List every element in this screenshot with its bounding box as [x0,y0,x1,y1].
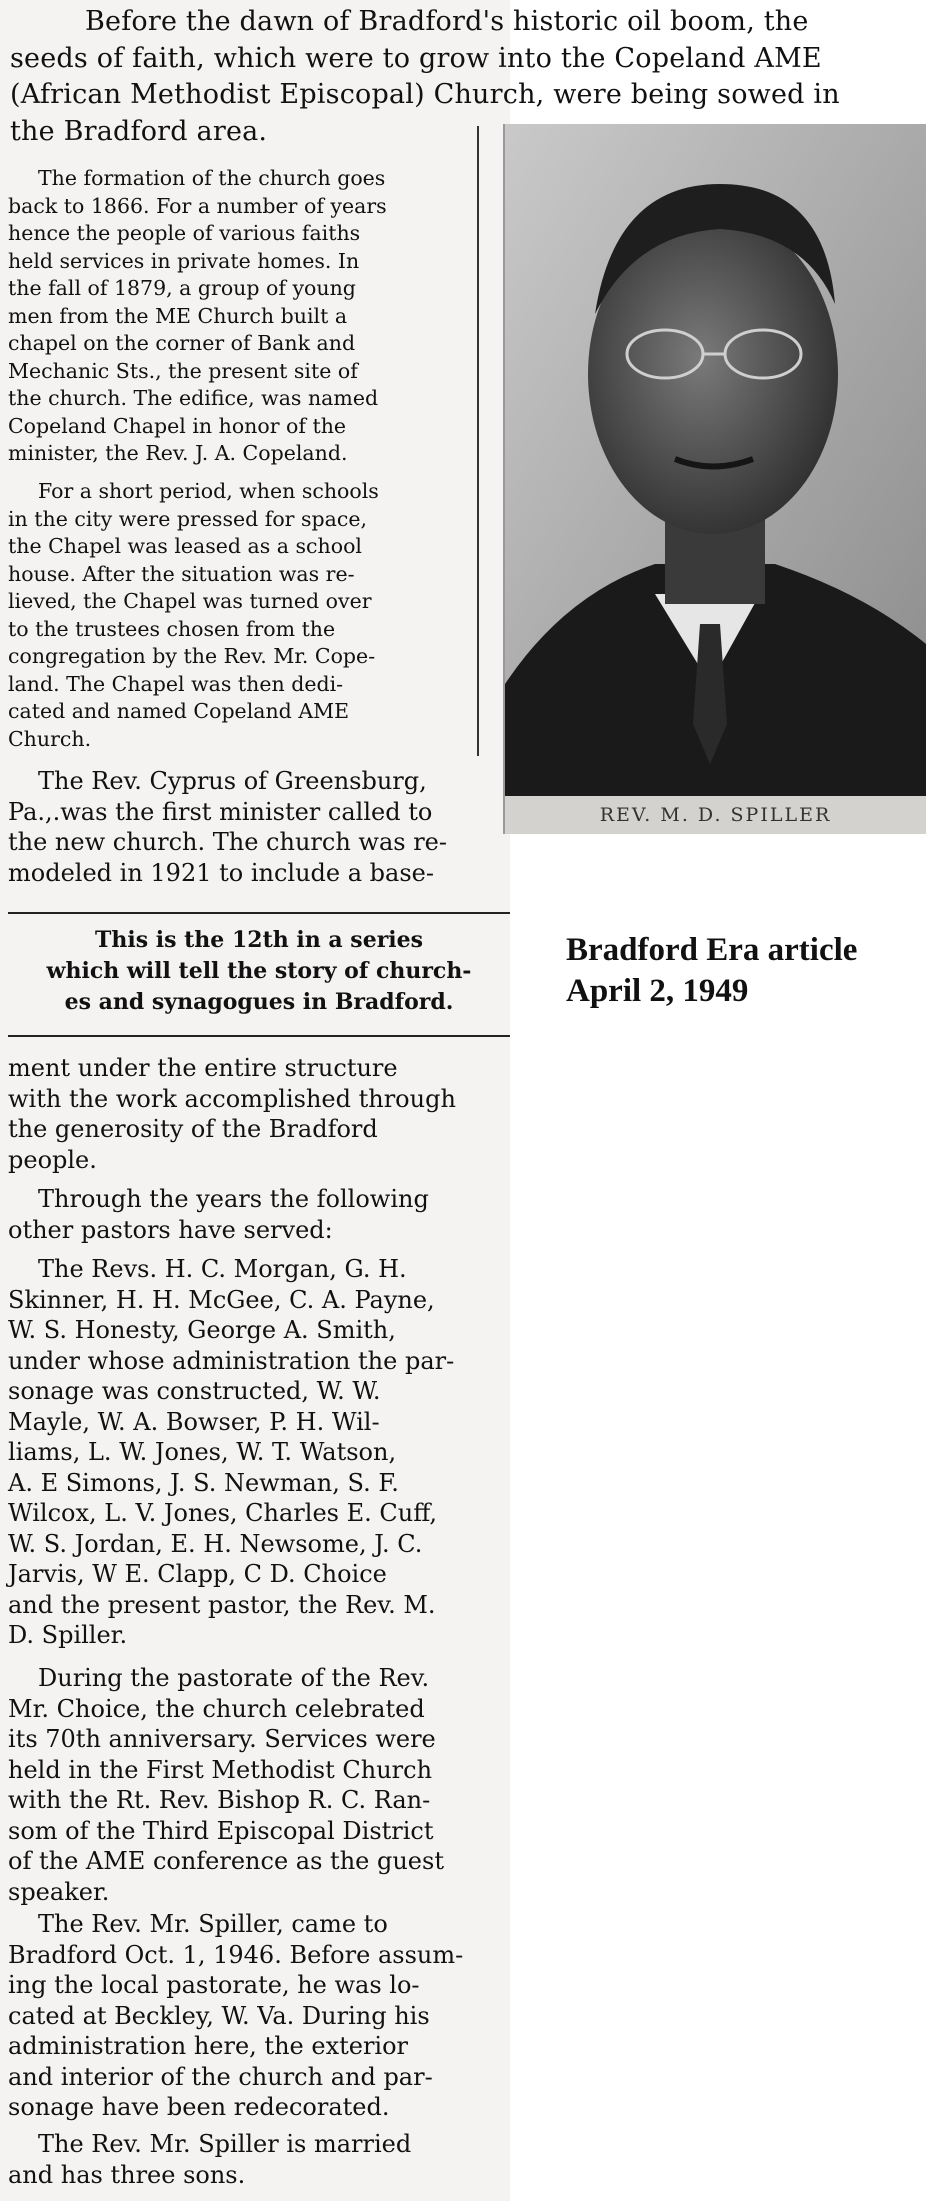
text-line: under whose administration the par- [8,1346,455,1375]
source-line: April 2, 1949 [566,973,749,1009]
text-line: ing the local pastorate, he was lo- [8,1971,420,1999]
text-line: liams, L. W. Jones, W. T. Watson, [8,1438,397,1466]
paragraph-anniversary [8,1663,510,1907]
text-line: Jarvis, W E. Clapp, C D. Choice [8,1560,387,1588]
portrait-illustration [505,124,926,796]
source-note [566,930,926,1012]
text-line: house. After the situation was re- [8,561,355,586]
text-line: back to 1866. For a number of years [8,193,387,218]
text-line: D. Spiller. [8,1621,128,1649]
text-line: Skinner, H. H. McGee, C. A. Payne, [8,1285,435,1314]
text-line: the fall of 1879, a group of young [8,276,356,300]
photo-caption: REV. M. D. SPILLER [505,796,926,834]
series-note [8,925,510,1018]
text-line: lieved, the Chapel was turned over [8,589,372,613]
paragraph-formation [8,165,510,468]
text-line: its 70th anniversary. Services were [8,1725,436,1753]
text-line: other pastors have served: [8,1215,333,1244]
text-line: ment under the entire structure [8,1054,398,1082]
text-line: of the AME conference as the guest [8,1847,444,1875]
text-line: the new church. The church was re- [8,828,447,856]
text-line: The Rev. Cyprus of Greensburg, [38,767,427,795]
text-line: som of the Third Episcopal District [8,1816,434,1845]
paragraph-family [8,2129,510,2190]
text-line: in the city were pressed for space, [8,506,367,531]
lead-line: seeds of faith, which were to grow into the Copeland AME [10,42,822,74]
text-line: and interior of the church and par- [8,2062,433,2091]
text-line: Pa.,.was the first minister called to [8,797,433,826]
text-line: land. The Chapel was then dedi- [8,671,344,696]
text-line: to the trustees chosen from the [8,616,336,641]
portrait-photo [503,124,926,834]
text-line: W. S. Honesty, George A. Smith, [8,1316,396,1344]
text-line: administration here, the exterior [8,2032,409,2060]
text-line: held in the First Methodist Church [8,1755,433,1784]
text-line: Mayle, W. A. Bowser, P. H. Wil- [8,1407,380,1436]
text-line: W. S. Jordan, E. H. Newsome, J. C. [8,1529,423,1558]
text-line: minister, the Rev. J. A. Copeland. [8,441,348,465]
rule-top [8,912,510,914]
text-line: cated and named Copeland AME [8,699,350,723]
text-line: cated at Beckley, W. Va. During his [8,2001,430,2030]
text-line: modeled in 1921 to include a base- [8,858,434,887]
text-line: During the pastorate of the Rev. [38,1664,430,1692]
text-line: A. E Simons, J. S. Newman, S. F. [8,1468,399,1497]
text-line: men from the ME Church built a [8,303,348,328]
text-line: people. [8,1145,97,1174]
text-line: Wilcox, L. V. Jones, Charles E. Cuff, [8,1499,438,1527]
text-line: The Revs. H. C. Morgan, G. H. [38,1255,407,1283]
paragraph-chapel [8,478,510,753]
text-line: the Chapel was leased as a school [8,534,362,558]
text-line: Church. [8,726,92,751]
text-line: the church. The edifice, was named [8,386,379,410]
text-line: The Rev. Mr. Spiller, came to [38,1910,388,1938]
note-line: This is the 12th in a series [94,927,424,953]
text-line: Copeland Chapel in honor of the [8,413,347,438]
text-line: Mechanic Sts., the present site of [8,358,358,383]
note-line: which will tell the story of church- [46,958,472,984]
text-line: with the Rt. Rev. Bishop R. C. Ran- [8,1786,431,1814]
text-line: The formation of the church goes [38,166,386,190]
text-line: held services in private homes. In [8,248,360,273]
paragraph-basement [8,1053,510,1175]
lead-line: (African Methodist Episcopal) Church, were being sowed in [10,79,840,110]
text-line: with the work accomplished through [8,1084,456,1113]
paragraph-pastors-list [8,1254,510,1651]
note-line: es and synagogues in Bradford. [64,989,454,1015]
text-line: the generosity of the Bradford [8,1115,378,1143]
text-line: Bradford Oct. 1, 1946. Before assum- [8,1940,464,1969]
text-line: speaker. [8,1877,110,1906]
lead-line: Before the dawn of Bradford's historic oil boom, the [85,6,809,37]
text-line: sonage was constructed, W. W. [8,1377,381,1405]
text-line: and the present pastor, the Rev. M. [8,1590,436,1619]
rule-bottom [8,1035,510,1037]
source-line: Bradford Era article [566,932,858,968]
text-line: hence the people of various faiths [8,221,361,245]
paragraph-pastors-intro [8,1184,510,1245]
text-line: sonage have been redecorated. [8,2093,390,2121]
text-line: congregation by the Rev. Mr. Cope- [8,644,376,668]
text-line: Through the years the following [38,1185,429,1213]
lead-line: the Bradford area. [10,115,268,147]
text-line: For a short period, when schools [38,479,379,503]
text-line: The Rev. Mr. Spiller is married [38,2130,412,2158]
paragraph-spiller [8,1909,510,2123]
paragraph-first-minister [8,766,510,888]
text-line: Mr. Choice, the church celebrated [8,1694,425,1723]
text-line: and has three sons. [8,2160,246,2189]
text-line: chapel on the corner of Bank and [8,331,356,355]
